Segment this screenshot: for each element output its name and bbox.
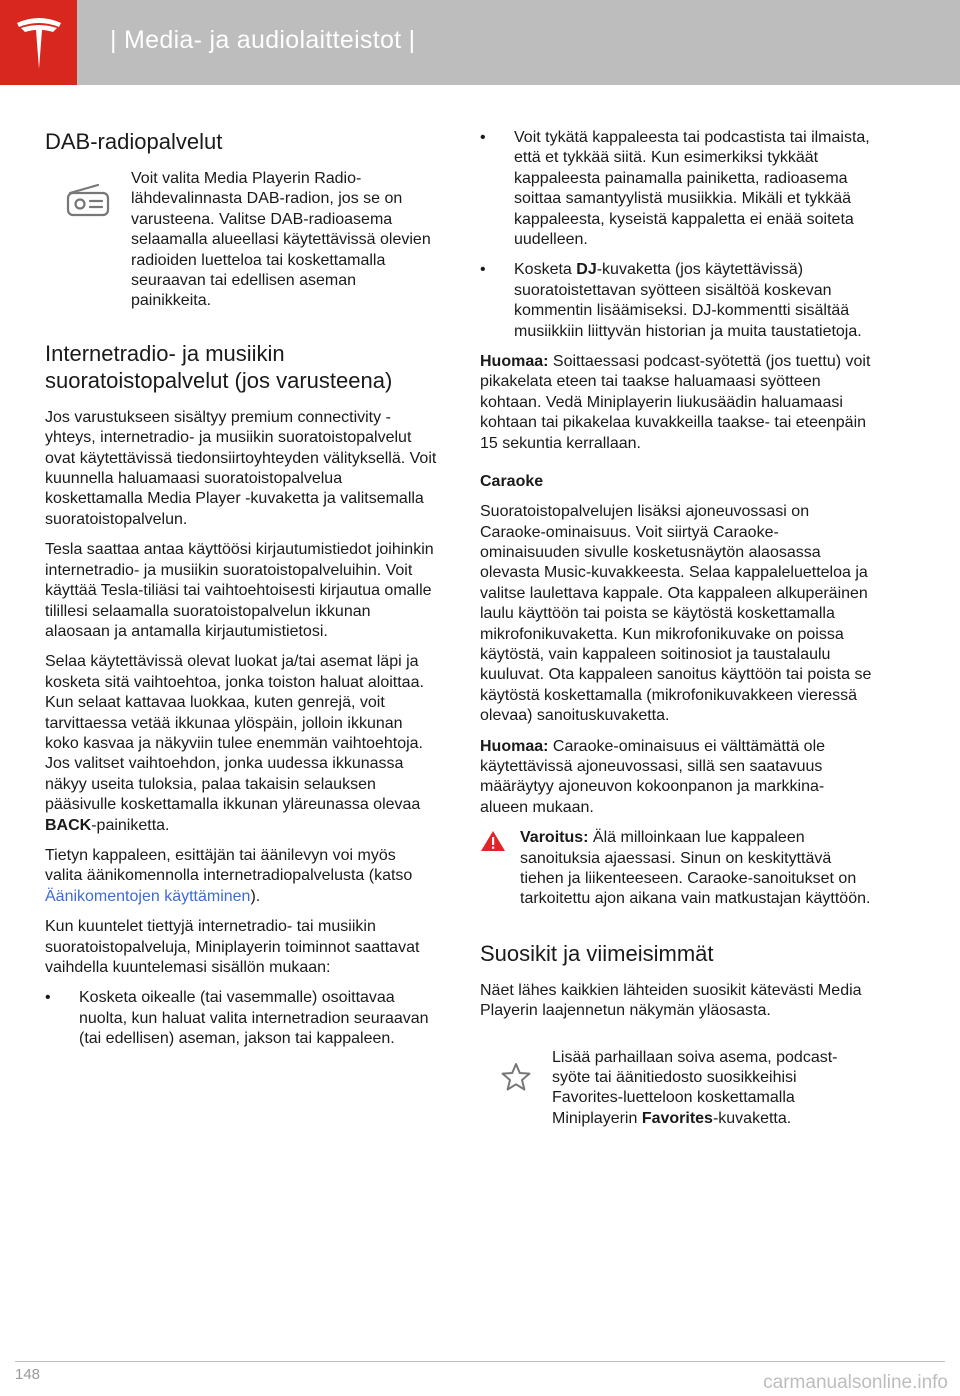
watermark: carmanualsonline.info: [763, 1372, 948, 1393]
tesla-logo-icon: [0, 0, 77, 85]
footer-divider: [15, 1361, 945, 1362]
paragraph: Näet lähes kaikkien lähteiden suosikit kätevästi Media Playerin laajennetun näkymän yläosasta.: [480, 981, 862, 1020]
favorites-label: Favorites: [641, 1109, 713, 1127]
favorites-info-block: [480, 1048, 872, 1130]
bullet-icon: •: [45, 989, 51, 1007]
favorites-heading: Suosikit ja viimeisimmät: [480, 940, 714, 966]
bullet-icon: •: [480, 129, 486, 146]
warning-text: Varoitus: Älä milloinkaan lue kappaleen sanoituksia ajaessasi. Sinun on keskityttävä tiehen ja liikenteeseen. Caraoke-sanoitukset on tarkoitettu ajon aikana vain matkustajan käyttöön.: [520, 829, 871, 908]
back-button-label: BACK: [45, 816, 92, 834]
warning-block: [480, 828, 872, 910]
paragraph: Jos varustukseen sisältyy premium connectivity -yhteys, internetradio- ja musiikin suoratoistopalvelut ovat käytettävissä tiedonsiirtoyhteyden välityksellä. Voit kuunnella haluamaasi suoratoistopalvelua koskettamalla Media Player -kuvaketta ja valitsemalla suoratoistopalvelun.: [45, 408, 437, 528]
list-item: • Voit tykätä kappaleesta tai podcastista tai ilmaista, että et tykkää siitä. Kun esimerkiksi tykkäät kappaleesta painamalla painiketta, radioasema soittaa samantyylistä musiikkia. Mikäli et tykkää kappaleesta, kyseistä kappaletta ei enää soiteta uudelleen.: [480, 129, 870, 249]
caraoke-heading: Caraoke: [480, 473, 544, 491]
dab-heading: DAB-radiopalvelut: [45, 129, 223, 154]
paragraph: Tietyn kappaleen, esittäjän tai äänilevyn voi myös valita äänikomennolla internetradiopalvelusta (katso Äänikomentojen käyttäminen).: [45, 846, 413, 905]
dab-info-block: [45, 169, 437, 312]
list-item: • Kosketa DJ-kuvaketta (jos käytettävissä) suoratoistettavan syötteen sisältöä koskevan kommentin lisäämiseksi. DJ-kommentti sisältää musiikkiin liittyvän historian ja muita taustatietoja.: [480, 261, 862, 340]
warning-icon: [480, 828, 520, 858]
miniplayer-bullet-list: [45, 988, 437, 1049]
page-header: [0, 0, 960, 85]
paragraph: Kun kuuntelet tiettyjä internetradio- tai musiikin suoratoistopalveluja, Miniplayerin toiminnot saattavat vaihdella kuuntelemasi sisällön mukaan:: [45, 918, 420, 976]
radio-icon: [45, 169, 131, 217]
favorites-description: Lisää parhaillaan soiva asema, podcast-syöte tai äänitiedosto suosikkeihisi Favorites-luetteloon koskettamalla Miniplayerin Favorites-kuvaketta.: [552, 1048, 838, 1127]
voice-commands-link[interactable]: Äänikomentojen käyttäminen: [45, 887, 251, 905]
list-item: • Kosketa oikealle (tai vasemmalle) osoittavaa nuolta, kun haluat valita internetradion seuraavan (tai edellisen) aseman, jakson tai kappaleen.: [45, 989, 429, 1048]
note: Huomaa: Caraoke-ominaisuus ei välttämättä ole käytettävissä ajoneuvossasi, sillä sen saatavuus määräytyy ajoneuvon kokoonpanon ja markkina-alueen mukaan.: [480, 737, 826, 816]
miniplayer-bullet-list-continued: [480, 128, 872, 342]
section-title: | Media- ja audiolaitteistot |: [110, 26, 416, 54]
paragraph: Selaa käytettävissä olevat luokat ja/tai asemat läpi ja kosketa sitä vaihtoehtoa, jonka toiston haluat aloittaa. Kun selaat kattavaa luokkaa, kuten genrejä, voit tarvittaessa vetää ikkunaa ylöspäin, jolloin ikkunan koko kasvaa ja näkyviin tulee enemmän vaihtoehtoja. Jos valitset vaihtoehdon, jonka uudessa ikkunassa näkyy useita tuloksia, palaa takaisin selauksen pääsivulle koskettamalla ikkunan yläreunassa olevaa BACK-painiketta.: [45, 653, 424, 834]
page-number: 148: [15, 1366, 41, 1383]
dab-description: Voit valita Media Playerin Radio-lähdevalinnasta DAB-radion, jos se on varusteena. Valitse DAB-radioasema selaamalla alueellasi käytettävissä olevien radioiden luetteloa tai koskettamalla seuraavan tai edellisen aseman painikkeita.: [131, 170, 431, 310]
note: Huomaa: Soittaessasi podcast-syötettä (jos tuettu) voit pikakelata eteen tai taakse haluamaasi syötteen kohtaan. Vedä Miniplayerin liukusäädin haluamaasi kohtaan tai pikakelaa kuvakkeilla taakse- tai eteenpäin 15 sekuntia kerrallaan.: [480, 353, 871, 452]
dj-label: DJ: [576, 261, 597, 279]
internet-radio-heading: Internetradio- ja musiikin suoratoistopalvelut (jos varusteena): [45, 340, 393, 393]
right-column: [480, 128, 872, 1157]
left-column: [45, 128, 437, 1060]
bullet-icon: •: [480, 261, 486, 279]
paragraph: Suoratoistopalvelujen lisäksi ajoneuvossasi on Caraoke-ominaisuus. Voit siirtyä Caraoke-ominaisuuden sivulle kosketusnäytön alaosassa olevasta Music-kuvakkeesta. Selaa kappaleluetteloa ja valitse laulettava kappale. Ota kappaleen alkuperäinen laulu käyttöön tai poista se käytöstä koskettamalla mikrofonikuvaketta. Kun mikrofonikuvake on poissa käytöstä, vain kappaleen soitinosiot ja taustalaulu kuuluvat. Ota kappaleen sanoitus käyttöön tai poista se käytöstä koskettamalla (mikrofonikuvakkeen vieressä olevaa) sanoituskuvaketta.: [480, 503, 872, 725]
paragraph: Tesla saattaa antaa käyttöösi kirjautumistiedot joihinkin internetradio- ja musiikin suoratoistopalveluihin. Voit käyttää Tesla-tiliäsi tai vaihtoehtoisesti kirjautua omalle tilillesi selaamalla suoratoistopalvelun ikkunan alaosaan ja antamalla kirjautumistietosi.: [45, 541, 434, 640]
star-icon: [480, 1048, 552, 1092]
